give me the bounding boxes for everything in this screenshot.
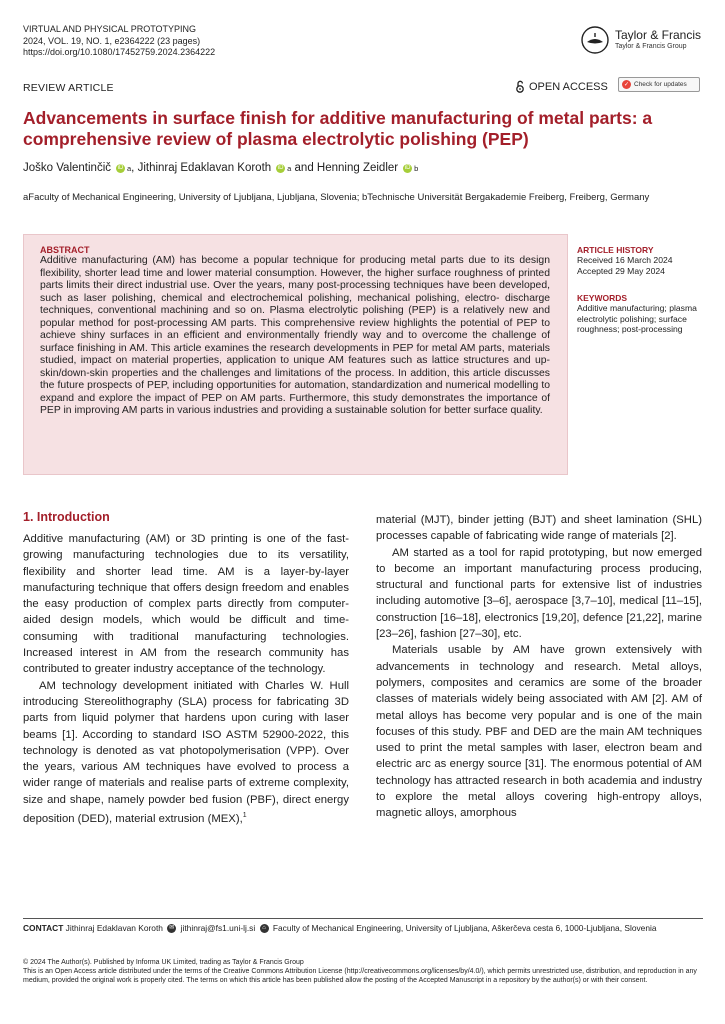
history-heading: ARTICLE HISTORY [577,245,654,255]
open-lock-icon [515,80,525,93]
paragraph: material (MJT), binder jetting (BJT) and sheet lamination (SHL) processes capable of fabricating wide range of materials [2]. [376,514,702,543]
journal-volume: 2024, VOL. 19, NO. 1, e2364222 (23 pages) [23,35,201,46]
keywords [577,293,702,335]
doi-link[interactable]: https://doi.org/10.1080/17452759.2024.2364222 [23,47,216,57]
keywords-text: Additive manufacturing; plasma electrolytic polishing; surface roughness; post-processing [577,303,697,334]
copyright: © 2024 The Author(s). Published by Informa UK Limited, trading as Taylor & Francis Group [23,959,304,966]
check-updates-button[interactable] [618,77,700,92]
paragraph-text: AM technology development initiated with Charles W. Hull introducing Stereolithography (SLA) process for fabricating 3D parts from liquid polymer that hardens upon curing with laser beams [1]. According to standard ISO ASTM 52900-2022, this technology is denoted as vat photopolymerisation (VPP). Over the years, various AM techniques have evolved to process a wider range of materials and realise parts of extreme complexity, size and shape, namely powder bed fusion (PBF), direct energy deposition (DED), material extrusion (MEX), [23,679,349,825]
contact-info [23,923,703,934]
paragraph [23,678,349,827]
orcid-icon[interactable]: iD [117,164,124,171]
tf-lamp-icon [581,26,609,54]
author-separator: , [131,162,138,174]
author-name[interactable]: Joško Valentinčič [23,162,111,174]
open-access-badge [515,80,608,93]
article-type: REVIEW ARTICLE [23,82,114,94]
open-access-label: OPEN ACCESS [529,80,608,93]
author-separator: and [291,162,317,174]
orcid-icon[interactable]: iD [404,164,411,171]
abstract-heading: ABSTRACT [40,245,90,255]
check-updates-label: Check for updates [634,81,687,88]
footer-rule [23,918,703,919]
orcid-icon[interactable]: iD [277,164,284,171]
publisher-name: Taylor & Francis [614,28,701,42]
author-affiliation-mark: a [127,163,132,173]
paragraph: AM started as a tool for rapid prototyping, but now emerged to become an important manufacturing process producing, structural and functional parts for extensive list of industries including automotive [3–6], aerospace [3,7–10], medical [11–15], construction [16–18], electronics [19,20], defence [21,22], marine [23–26], fashion [27–30], etc. [376,546,702,641]
footnote-mark[interactable]: 1 [242,812,247,820]
keywords-heading: KEYWORDS [577,293,628,303]
crossmark-icon: ✓ [623,82,630,88]
received-date: Received 16 March 2024 [577,255,673,265]
publisher-group: Taylor & Francis Group [614,43,687,50]
abstract-text: Additive manufacturing (AM) has become a popular technique for producing metal parts due to its design flexibility, shorter lead time and lower material consumption. However, the higher surface roughness of printed parts limits their direct industrial use. Over the years, many post-processing techniques have been developed, such as laser polishing, chemical and electrochemical polishing, mechanical polishing, electro- discharge techniques, conventional machining and so on. Plasma electrolytic polishing (PEP) is a relatively new and popular method for post-processing AM parts. This comprehensive review highlights the potential of PEP to achieve shiny surfaces in an efficient and environmentally friendly way and to overcome the challenge of surface finishing in AM. This article examines the research developments in PEP for metal AM parts, materials studied, impact on material properties, application to unique AM features such as lattice structures and up-skin/down-skin properties and the challenges and limitations of the process. In addition, this article discusses the future prospects of PEP, including opportunities for automation, standardization and numerical modelling to expand and explore the impact of PEP on AM parts. Furthermore, this study demonstrates the importance of PEP in improving AM parts in various industries and providing a sustainable solution for better surface quality. [40,255,550,416]
article-history [577,245,702,276]
contact-name: Jithinraj Edaklavan Koroth [65,923,163,933]
journal-meta [23,24,215,59]
author-affiliation-mark: b [414,163,419,173]
accepted-date: Accepted 29 May 2024 [577,265,665,276]
address-icon: ⌂ [260,924,269,933]
author-affiliation-mark: a [287,163,292,173]
publisher-logo[interactable] [581,26,701,54]
license-block [23,958,703,985]
author-name[interactable]: Henning Zeidler [316,162,399,174]
contact-label: CONTACT [23,923,64,933]
article-title: Advancements in surface finish for additive manufacturing of metal parts: a comprehensive review of plasma electrolytic polishing (PEP) [23,108,653,149]
author-list [23,162,418,174]
right-column [376,512,702,822]
email-icon: ✉ [169,925,175,932]
journal-name: VIRTUAL AND PHYSICAL PROTOTYPING [23,24,197,34]
affiliations: aFaculty of Mechanical Engineering, University of Ljubljana, Ljubljana, Slovenia; bTechnische Universität Bergakademie Freiberg, Freiberg, Germany [23,192,650,203]
section-heading: 1. Introduction [23,510,110,524]
contact-address: Faculty of Mechanical Engineering, University of Ljubljana, Aškerčeva cesta 6, 1000-Ljubljana, Slovenia [272,923,657,933]
left-column [23,531,349,827]
paragraph: Additive manufacturing (AM) or 3D printing is one of the fast-growing manufacturing technologies due to its versatility, flexibility and shorter lead time. AM is a layer-by-layer manufacturing technique that offers design freedom and enables the easy production of complex parts directly from computer-aided design models, which would be difficult and time-consuming with traditional manufacturing technologies. Increased interest in AM from the research community has contributed to greater industry acceptance of the technology. [23,533,349,676]
license-text: This is an Open Access article distributed under the terms of the Creative Commons Attribution License (http://creativecommons.org/licenses/by/4.0/), which permits unrestricted use, distribution, and reproduction in any medium, provided the original work is properly cited. The terms on which this article has been published allow the posting of the Accepted Manuscript in a repository by the author(s) or with their consent. [23,968,697,984]
contact-email[interactable]: jithinraj@fs1.uni-lj.si [180,923,256,933]
author-name[interactable]: Jithinraj Edaklavan Koroth [137,162,272,174]
paragraph: Materials usable by AM have grown extensively with advancements in technology and research. Metal alloys, polymers, composites and ceramics are some of the broader classes of materials widely being associated with AM [2]. AM of metal alloys has become very popular and is one of the main focuses of this study. PBF and DED are the main AM techniques used to print the metal samples with laser, electron beam and electric arc as energy source [31]. The enormous potential of AM technology has attracted research in both academia and industry to explore the metal alloys covering high-entropy alloys, magnetic alloys, amorphous [376,644,702,820]
